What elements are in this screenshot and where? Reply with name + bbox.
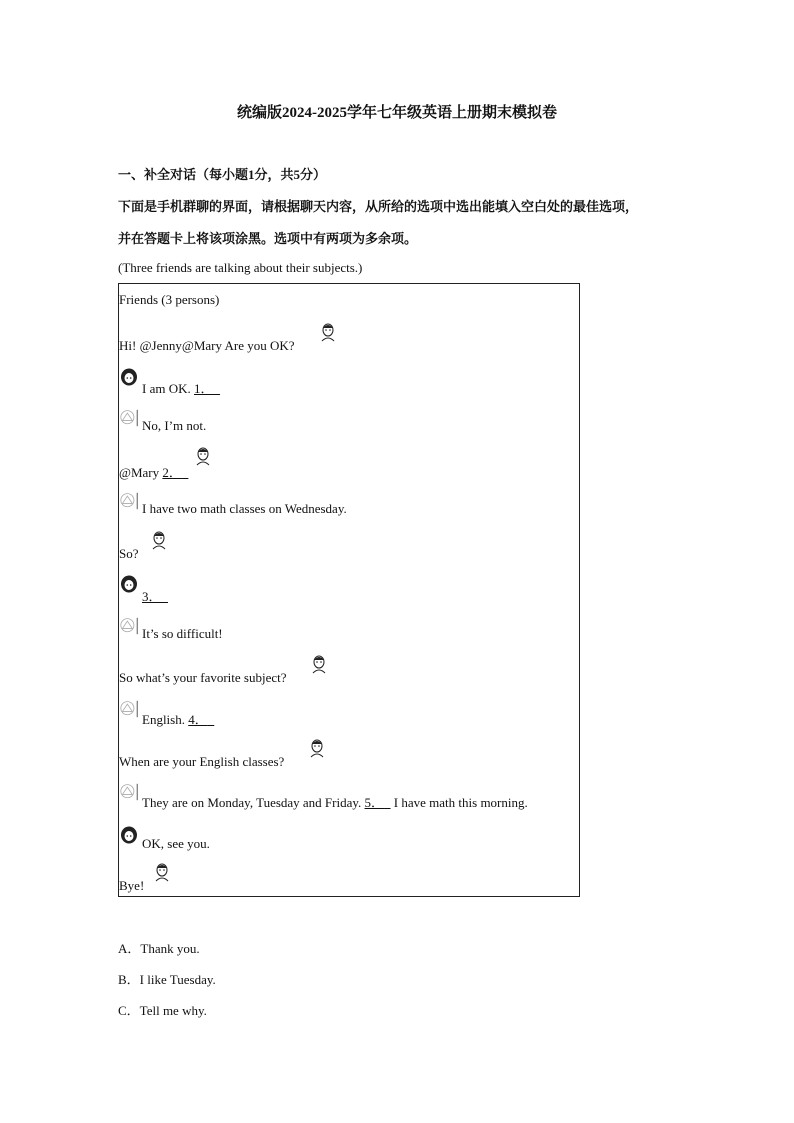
group-chat-panel	[118, 283, 580, 897]
option-a: A．Thank you.	[118, 941, 200, 956]
boy-avatar-icon	[153, 862, 171, 882]
message-5: I have two math classes on Wednesday.	[142, 501, 347, 516]
instruction-line-1: 下面是手机群聊的界面，请根据聊天内容，从所给的选项中选出能填入空白处的最佳选项，	[118, 199, 639, 214]
page-title: 统编版2024-2025学年七年级英语上册期末模拟卷	[237, 105, 557, 121]
message-12: They are on Monday, Tuesday and Friday. 5． I have math this morning.	[142, 795, 528, 810]
message-9: So what’s your favorite subject?	[119, 670, 287, 685]
boy-avatar-icon	[194, 446, 212, 466]
message-6: So?	[119, 546, 139, 561]
boy-avatar-icon	[310, 654, 328, 674]
message-1	[119, 338, 295, 354]
message-11: When are your English classes?	[119, 754, 285, 769]
user-avatar-icon	[120, 699, 138, 719]
context-note: (Three friends are talking about their subjects.)	[118, 260, 363, 275]
blank-4: 4．	[188, 712, 208, 727]
instruction-line-2: 并在答题卡上将该项涂黑。选项中有两项为多余项。	[118, 231, 418, 246]
option-c: C．Tell me why.	[118, 1003, 207, 1018]
user-avatar-icon	[120, 782, 138, 802]
message-10: English. 4．	[142, 712, 208, 727]
message-13: OK, see you.	[142, 836, 210, 851]
boy-avatar-icon	[319, 322, 337, 342]
section-heading: 一、补全对话（每小题1分，共5分）	[118, 167, 327, 182]
user-avatar-icon	[120, 616, 138, 636]
blank-5: 5．	[364, 795, 385, 810]
girl-avatar-icon	[120, 575, 138, 595]
message-2: I am OK. 1．	[142, 381, 214, 396]
message-8: It’s so difficult!	[142, 626, 223, 641]
user-avatar-icon	[120, 491, 138, 511]
message-7	[142, 586, 168, 605]
option-b: B．I like Tuesday.	[118, 972, 216, 987]
girl-avatar-icon	[120, 368, 138, 388]
message-text: Hi! @Jenny@Mary Are you OK?	[119, 338, 295, 353]
boy-avatar-icon	[150, 530, 168, 550]
chat-header: Friends (3 persons)	[119, 292, 220, 307]
girl-avatar-icon	[120, 826, 138, 846]
blank-3: 3．	[142, 589, 162, 604]
blank-2: 2．	[162, 465, 182, 480]
boy-avatar-icon	[308, 738, 326, 758]
message-14: Bye!	[119, 878, 145, 893]
user-avatar-icon	[120, 408, 138, 428]
blank-1: 1．	[194, 381, 214, 396]
message-4: @Mary 2．	[119, 465, 182, 480]
message-3: No, I’m not.	[142, 418, 207, 433]
